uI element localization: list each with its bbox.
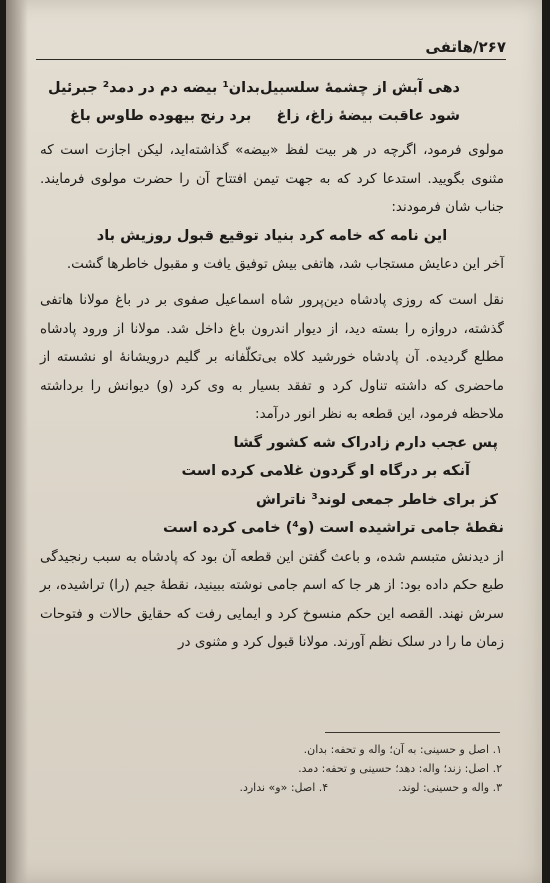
page-header xyxy=(36,34,506,60)
poem-line: کز برای خاطر جمعی لوند³ ناتراش xyxy=(255,491,498,508)
footnote: ۲. اصل: زند؛ واله: دهد؛ حسینی و تحفه: دمد. xyxy=(298,762,502,775)
hemistich-second: برد رنج بیهوده طاوس باغ xyxy=(70,108,252,124)
poem-line: آنکه بر درگاه او گردون غلامی کرده است xyxy=(181,463,470,479)
paragraph: از دیدنش متبسم شده، و باعث گفتن این قطعه آن بود که پادشاه به سبب رنجیدگی طبع حکم داده بود: از هر جا که اسم جامی نوشته ببینید، نقطهٔ جیم (را) تراشیده، بر سرش نهند. القصه این حکم منسوخ کرد و ایمایی رفت که حقایق حالات و فتوحات زمان ما را در سلک نظم آورند. مولانا قبول کرد و مثنوی در xyxy=(40,548,504,650)
running-head: ۲۶۷/هاتفی xyxy=(425,38,506,56)
poem-line: نقطهٔ جامی تراشیده است (و⁴) خامی کرده است xyxy=(162,520,504,536)
footnote: ۴. اصل: «و» ندارد. xyxy=(239,781,329,794)
header-rule xyxy=(36,59,506,60)
footnote-row xyxy=(62,778,502,797)
footnote-rule xyxy=(325,732,500,733)
poem-line: پس عجب دارم زادراک شه کشور گشا xyxy=(233,434,498,451)
book-binding-shadow xyxy=(6,0,28,883)
paragraph: مولوی فرمود، اگرچه در هر بیت لفظ «بیضه» گذاشته‌اید، لیکن اجازت است که مثنوی بگویید. استدعا کرد که به جهت تیمن افتتاح آن را حضرت مولوی فرمایند. جناب شان فرمودند: xyxy=(40,142,504,215)
paragraph: آخر این دعایش مستجاب شد، هاتفی بیش توفیق یافت و مقبول خاطرها گشت. xyxy=(66,255,504,272)
hemistich-first: دهی آبش از چشمهٔ سلسبیل xyxy=(259,80,460,96)
verse-line xyxy=(40,108,504,136)
footnote: ۱. اصل و حسینی: به آن؛ واله و تحفه: بدان. xyxy=(303,743,502,756)
paragraph: نقل است که روزی پادشاه دین‌پرور شاه اسماعیل صفوی بر در باغ مولانا هاتفی گذشته، دروازه را بسته دید، از دیوار اندرون باغ داخل شد. مولانا از ورود پادشاه مطلع گردیده. آن پادشاه خورشید کلاه بی‌تکلّفانه بر گلیم درویشانهٔ او نشسته از ماحضری که داشته تناول کرد و تفقد بسیار به وی کرد (و) دیوانش را برداشته ملاحظه فرمود، این قطعه به نظر انور درآمد: xyxy=(40,292,504,422)
footnote: ۳. واله و حسینی: لوند. xyxy=(398,781,502,794)
centered-verse: این نامه که خامه کرد بنیاد توقیع قبول روزیش باد xyxy=(96,227,448,244)
hemistich-first: شود عاقبت بیضهٔ زاغ، زاغ xyxy=(276,108,460,124)
footnotes xyxy=(62,740,502,797)
book-page xyxy=(6,0,542,883)
verse-line xyxy=(40,80,504,108)
hemistich-second: بدان¹ بیضه دم در دمد² جبرئیل xyxy=(48,80,260,96)
paragraph-gap xyxy=(40,278,504,286)
main-text xyxy=(40,80,504,657)
